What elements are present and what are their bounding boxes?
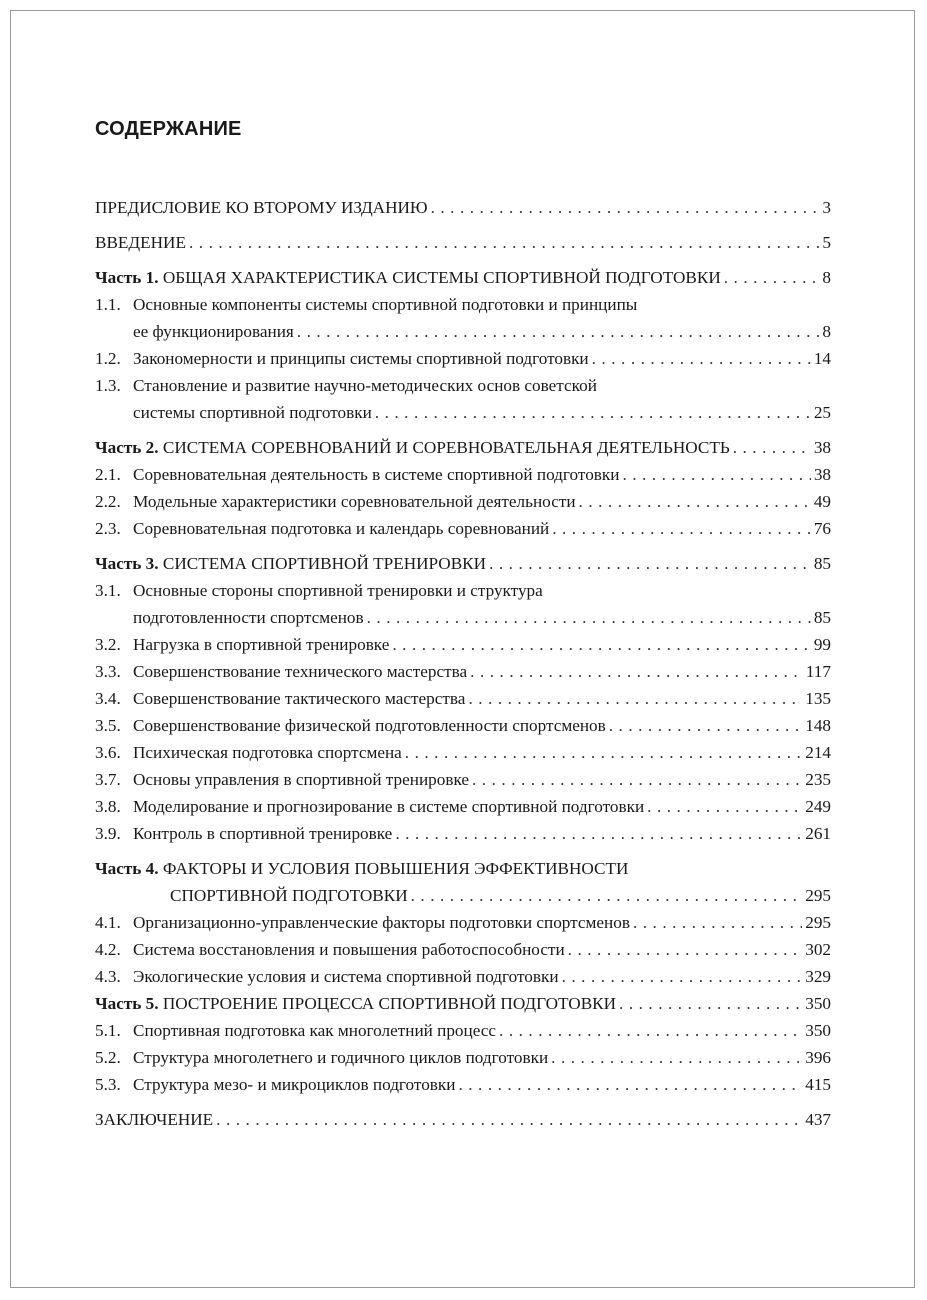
dot-leader xyxy=(489,550,811,577)
section-title: Соревновательная деятельность в системе спортивной подготовки xyxy=(133,465,620,484)
section-number: 1.1. xyxy=(95,295,121,314)
part-label: Часть 1. xyxy=(95,268,159,287)
toc-page-number: 329 xyxy=(805,967,831,986)
part-label: Часть 5. xyxy=(95,994,159,1013)
toc-page-number: 76 xyxy=(813,519,831,538)
toc-section-3-1[interactable] xyxy=(95,577,831,631)
toc-section-1-2[interactable] xyxy=(95,345,831,372)
dot-leader xyxy=(551,1044,802,1071)
dot-leader xyxy=(216,1106,802,1133)
section-number: 5.1. xyxy=(95,1021,121,1040)
toc-section-3-7[interactable] xyxy=(95,766,831,793)
toc-page-number: 148 xyxy=(805,716,831,735)
section-number: 3.3. xyxy=(95,662,121,681)
toc-page-number: 8 xyxy=(822,268,831,287)
toc-section-3-4[interactable] xyxy=(95,685,831,712)
section-number: 2.1. xyxy=(95,465,121,484)
toc-page-number: 437 xyxy=(805,1110,831,1129)
section-title: Основные компоненты системы спортивной подготовки и принципы xyxy=(133,295,638,314)
section-title: Модельные характеристики соревновательной деятельности xyxy=(133,492,576,511)
toc-page-number: 249 xyxy=(805,797,831,816)
part-title: СИСТЕМА СПОРТИВНОЙ ТРЕНИРОВКИ xyxy=(162,554,487,573)
page-title: СОДЕРЖАНИЕ xyxy=(95,118,242,140)
section-number: 3.7. xyxy=(95,770,121,789)
toc-page-number: 14 xyxy=(813,349,831,368)
section-title: Структура мезо- и микроциклов подготовки xyxy=(133,1075,456,1094)
toc-page-number: 38 xyxy=(813,438,831,457)
toc-section-1-1[interactable] xyxy=(95,291,831,345)
toc-section-4-3[interactable] xyxy=(95,963,831,990)
dot-leader xyxy=(431,194,820,221)
toc-page-number: 295 xyxy=(805,886,831,905)
part-label: Часть 4. xyxy=(95,859,159,878)
section-number: 1.3. xyxy=(95,376,121,395)
section-title-continued: системы спортивной подготовки xyxy=(133,403,372,422)
dot-leader xyxy=(405,739,802,766)
toc-page-number: 117 xyxy=(805,662,831,681)
dot-leader xyxy=(579,488,811,515)
section-number: 5.2. xyxy=(95,1048,121,1067)
section-number: 3.4. xyxy=(95,689,121,708)
toc-entry-introduction[interactable] xyxy=(95,229,831,256)
section-number: 4.3. xyxy=(95,967,121,986)
toc-page-number: 396 xyxy=(805,1048,831,1067)
section-title: Экологические условия и система спортивной подготовки xyxy=(133,967,559,986)
part-title: ПОСТРОЕНИЕ ПРОЦЕССА СПОРТИВНОЙ ПОДГОТОВКИ xyxy=(162,994,617,1013)
part-label: Часть 3. xyxy=(95,554,159,573)
section-title: Организационно-управленческие факторы подготовки спортсменов xyxy=(133,913,630,932)
section-title: Структура многолетнего и годичного циклов подготовки xyxy=(133,1048,549,1067)
section-title: Моделирование и прогнозирование в системе спортивной подготовки xyxy=(133,797,645,816)
dot-leader xyxy=(622,461,810,488)
section-title: Совершенствование физической подготовленности спортсменов xyxy=(133,716,606,735)
toc-entry-title: ВВЕДЕНИЕ xyxy=(95,233,186,252)
toc-page-number: 5 xyxy=(822,233,831,252)
toc-section-4-2[interactable] xyxy=(95,936,831,963)
part-label: Часть 2. xyxy=(95,438,159,457)
toc-page-number: 350 xyxy=(805,994,831,1013)
dot-leader xyxy=(375,399,811,426)
toc-entry-title: ПРЕДИСЛОВИЕ КО ВТОРОМУ ИЗДАНИЮ xyxy=(95,198,428,217)
section-title: Спортивная подготовка как многолетний процесс xyxy=(133,1021,497,1040)
part-title: ФАКТОРЫ И УСЛОВИЯ ПОВЫШЕНИЯ ЭФФЕКТИВНОСТИ xyxy=(162,859,629,878)
toc-section-3-3[interactable] xyxy=(95,658,831,685)
toc-page-number: 25 xyxy=(813,403,831,422)
toc-part-2[interactable] xyxy=(95,434,831,461)
toc-section-1-3[interactable] xyxy=(95,372,831,426)
toc-page-number: 8 xyxy=(822,322,831,341)
dot-leader xyxy=(733,434,811,461)
table-of-contents xyxy=(95,194,831,1133)
section-title: Нагрузка в спортивной тренировке xyxy=(133,635,390,654)
dot-leader xyxy=(562,963,803,990)
dot-leader xyxy=(592,345,811,372)
toc-page-number: 235 xyxy=(805,770,831,789)
toc-section-3-8[interactable] xyxy=(95,793,831,820)
section-title: Совершенствование тактического мастерства xyxy=(133,689,466,708)
toc-page-number: 49 xyxy=(813,492,831,511)
toc-section-4-1[interactable] xyxy=(95,909,831,936)
section-title: Основные стороны спортивной тренировки и структура xyxy=(133,581,543,600)
dot-leader xyxy=(724,264,820,291)
toc-page-number: 261 xyxy=(805,824,831,843)
toc-page-number: 350 xyxy=(805,1021,831,1040)
toc-page-number: 302 xyxy=(805,940,831,959)
section-number: 3.2. xyxy=(95,635,121,654)
dot-leader xyxy=(458,1071,802,1098)
dot-leader xyxy=(609,712,802,739)
section-number: 3.9. xyxy=(95,824,121,843)
toc-section-5-1[interactable] xyxy=(95,1017,831,1044)
toc-part-4[interactable] xyxy=(95,855,831,909)
toc-entry-preface[interactable] xyxy=(95,194,831,221)
part-title-continued: СПОРТИВНОЙ ПОДГОТОВКИ xyxy=(170,886,408,905)
section-title: Основы управления в спортивной тренировке xyxy=(133,770,470,789)
dot-leader xyxy=(499,1017,802,1044)
toc-page-number: 295 xyxy=(805,913,831,932)
section-title: Соревновательная подготовка и календарь соревнований xyxy=(133,519,550,538)
dot-leader xyxy=(468,685,802,712)
dot-leader xyxy=(189,229,819,256)
section-title-continued: ее функционирования xyxy=(133,322,294,341)
dot-leader xyxy=(552,515,811,542)
section-number: 3.1. xyxy=(95,581,121,600)
toc-entry-title: ЗАКЛЮЧЕНИЕ xyxy=(95,1110,214,1129)
section-title: Совершенствование технического мастерства xyxy=(133,662,468,681)
section-title: Психическая подготовка спортсмена xyxy=(133,743,402,762)
toc-page-number: 3 xyxy=(822,198,831,217)
toc-page-number: 99 xyxy=(813,635,831,654)
section-number: 4.2. xyxy=(95,940,121,959)
section-number: 3.5. xyxy=(95,716,121,735)
section-number: 2.3. xyxy=(95,519,121,538)
toc-section-3-6[interactable] xyxy=(95,739,831,766)
toc-part-5[interactable] xyxy=(95,990,831,1017)
toc-page-number: 85 xyxy=(813,608,831,627)
dot-leader xyxy=(568,936,803,963)
part-title: ОБЩАЯ ХАРАКТЕРИСТИКА СИСТЕМЫ СПОРТИВНОЙ ПОДГОТОВКИ xyxy=(162,268,721,287)
dot-leader xyxy=(392,631,810,658)
section-title-continued: подготовленности спортсменов xyxy=(133,608,364,627)
toc-section-3-9[interactable] xyxy=(95,820,831,847)
section-number: 3.6. xyxy=(95,743,121,762)
toc-part-1[interactable] xyxy=(95,264,831,291)
toc-section-3-5[interactable] xyxy=(95,712,831,739)
dot-leader xyxy=(411,882,803,909)
dot-leader xyxy=(472,766,802,793)
section-title: Контроль в спортивной тренировке xyxy=(133,824,393,843)
toc-page-number: 415 xyxy=(805,1075,831,1094)
section-number: 4.1. xyxy=(95,913,121,932)
toc-section-5-2[interactable] xyxy=(95,1044,831,1071)
toc-section-2-3[interactable] xyxy=(95,515,831,542)
section-title: Закономерности и принципы системы спортивной подготовки xyxy=(133,349,589,368)
toc-page-number: 85 xyxy=(813,554,831,573)
dot-leader xyxy=(395,820,802,847)
toc-section-2-2[interactable] xyxy=(95,488,831,515)
toc-section-3-2[interactable] xyxy=(95,631,831,658)
toc-page-number: 38 xyxy=(813,465,831,484)
dot-leader xyxy=(619,990,802,1017)
section-number: 1.2. xyxy=(95,349,121,368)
part-title: СИСТЕМА СОРЕВНОВАНИЙ И СОРЕВНОВАТЕЛЬНАЯ ДЕЯТЕЛЬНОСТЬ xyxy=(162,438,730,457)
toc-page-number: 135 xyxy=(805,689,831,708)
toc-page-number: 214 xyxy=(805,743,831,762)
dot-leader xyxy=(470,658,803,685)
dot-leader xyxy=(647,793,802,820)
dot-leader xyxy=(633,909,802,936)
toc-entry-conclusion[interactable] xyxy=(95,1106,831,1133)
section-title: Система восстановления и повышения работоспособности xyxy=(133,940,565,959)
toc-section-5-3[interactable] xyxy=(95,1071,831,1098)
dot-leader xyxy=(297,318,820,345)
section-number: 3.8. xyxy=(95,797,121,816)
section-number: 5.3. xyxy=(95,1075,121,1094)
toc-part-3[interactable] xyxy=(95,550,831,577)
section-number: 2.2. xyxy=(95,492,121,511)
dot-leader xyxy=(367,604,811,631)
toc-section-2-1[interactable] xyxy=(95,461,831,488)
section-title: Становление и развитие научно-методических основ советской xyxy=(133,376,597,395)
